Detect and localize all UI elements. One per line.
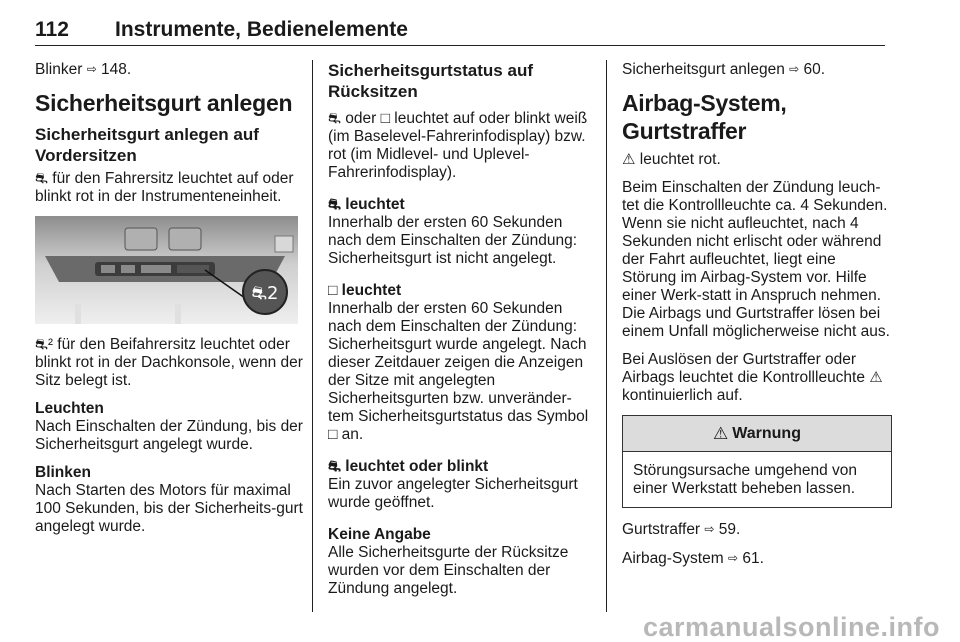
seatbelt-icon: ⛐ bbox=[328, 110, 341, 127]
roof-console-image bbox=[35, 216, 298, 324]
airbag-icon: ⚠ bbox=[622, 151, 636, 168]
svg-text:⛐2: ⛐2 bbox=[251, 283, 279, 304]
column-1 bbox=[35, 60, 303, 546]
square-icon: □ bbox=[328, 282, 338, 299]
square-icon: □ bbox=[328, 426, 338, 443]
paragraph: ⛐² für den Beifahrersitz leuchtet oder blinkt rot in der Dachkonsole, wenn der Sitz belegt ist. bbox=[35, 336, 303, 389]
paragraph: Leuchten Nach Einschalten der Zündung, bis der Sicherheitsgurt angelegt wurde. bbox=[35, 400, 303, 453]
warning-box bbox=[622, 415, 892, 508]
seatbelt-icon: ⛐ bbox=[328, 458, 341, 475]
arrow-icon: ⇨ bbox=[86, 62, 97, 76]
section-heading: Airbag-System, Gurtstraffer bbox=[622, 90, 787, 144]
paragraph: ⛐ leuchtet Innerhalb der ersten 60 Sekunden nach dem Einschalten der Zündung: Sicherheitsgurt ist nicht angelegt. bbox=[328, 196, 578, 267]
warning-text: Störungsursache umgehend von einer Werkstatt beheben lassen. bbox=[633, 462, 858, 497]
square-icon: □ bbox=[380, 110, 390, 127]
page-title: Instrumente, Bedienelemente bbox=[115, 18, 408, 41]
term-heading: Leuchten bbox=[35, 400, 104, 417]
paragraph: Keine Angabe Alle Sicherheitsgurte der Rücksitze wurden vor dem Einschalten der Zündung angelegt. bbox=[328, 526, 596, 598]
arrow-icon: ⇨ bbox=[704, 522, 715, 536]
column-3 bbox=[622, 60, 892, 578]
paragraph: Beim Einschalten der Zündung leuch-tet die Kontrollleuchte ca. 4 Sekunden. Wenn sie nicht aufleuchtet, nach 4 Sekunden nicht erlischt oder während der Fahrt aufleuchtet, liegt eine Störung im Airbag-System vor. Hilfe einer Werk-statt in Anspruch nehmen. Die Airbags und Gurtstraffer lösen bei einem Unfall möglicherweise nicht aus. bbox=[622, 179, 890, 340]
seatbelt-passenger-icon: ⛐² bbox=[35, 336, 53, 353]
paragraph: ⛐ oder □ leuchtet auf oder blinkt weiß (im Baselevel-Fahrerinfodisplay) bzw. rot (im Midlevel- und Uplevel-Fahrerinfodisplay). bbox=[328, 110, 588, 181]
term-heading: Keine Angabe bbox=[328, 526, 431, 543]
column-2 bbox=[328, 60, 596, 608]
warning-header bbox=[623, 416, 891, 452]
cross-reference: Airbag-System ⇨ 61. bbox=[622, 550, 764, 567]
seatbelt-icon: ⛐ bbox=[35, 170, 48, 187]
paragraph: ⛐ leuchtet oder blinkt Ein zuvor angelegter Sicherheitsgurt wurde geöffnet. bbox=[328, 458, 578, 511]
paragraph: ⚠ leuchtet rot. bbox=[622, 151, 721, 168]
seatbelt-icon: ⛐ bbox=[328, 196, 341, 213]
cross-reference: Gurtstraffer ⇨ 59. bbox=[622, 521, 741, 538]
paragraph: ⛐ für den Fahrersitz leuchtet auf oder blinkt rot in der Instrumenteneinheit. bbox=[35, 170, 294, 205]
warning-icon: ⚠ bbox=[713, 423, 729, 443]
column-divider bbox=[312, 60, 313, 612]
subsection-heading: Sicherheitsgurt anlegen auf Vordersitzen bbox=[35, 125, 259, 165]
page-header bbox=[35, 17, 885, 46]
column-divider bbox=[606, 60, 607, 612]
arrow-icon: ⇨ bbox=[727, 551, 739, 565]
airbag-icon: ⚠ bbox=[869, 369, 883, 386]
subsection-heading: Sicherheitsgurtstatus auf Rücksitzen bbox=[328, 61, 533, 101]
arrow-icon: ⇨ bbox=[789, 62, 800, 76]
seatbelt-ref: Sicherheitsgurt anlegen ⇨ 60. bbox=[622, 61, 826, 78]
paragraph: Blinken Nach Starten des Motors für maximal 100 Sekunden, bis der Sicherheits-gurt angelegt wurde. bbox=[35, 464, 303, 535]
warning-title: Warnung bbox=[732, 424, 801, 442]
term-heading: Blinken bbox=[35, 464, 91, 481]
section-heading: Sicherheitsgurt anlegen bbox=[35, 90, 293, 116]
paragraph: □ leuchtet Innerhalb der ersten 60 Sekunden nach dem Einschalten der Zündung: Sicherheitsgurt wurde angelegt. Nach dieser Zeitdauer zeigen die Anzeigen der Sitze mit angelegten Sicherheitsgurten bzw. unveränder-tem Sicherheitsgurtstatus das Symbol □ an. bbox=[328, 282, 589, 443]
watermark: carmanualsonline.info bbox=[642, 612, 940, 642]
page-number: 112 bbox=[35, 18, 69, 41]
blinker-ref: Blinker ⇨ 148. bbox=[35, 61, 132, 78]
paragraph: Bei Auslösen der Gurtstraffer oder Airbags leuchtet die Kontrollleuchte ⚠ kontinuierlich auf. bbox=[622, 351, 883, 404]
